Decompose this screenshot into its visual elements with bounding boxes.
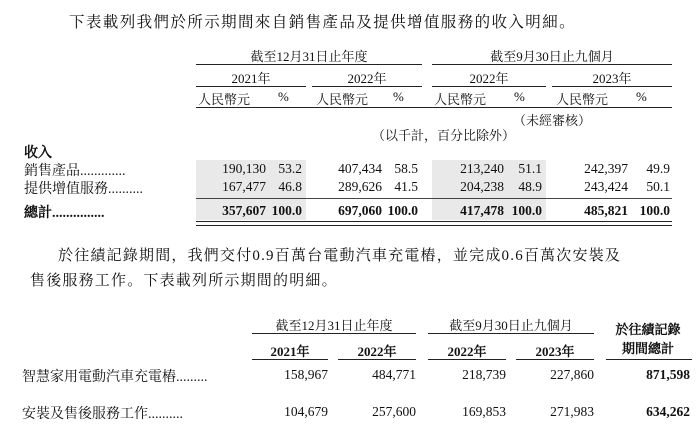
table1-cell: 242,397	[584, 161, 628, 176]
table1-row-label: 提供增值服務..........	[24, 182, 143, 197]
table2-total-cell: 871,598	[646, 367, 690, 382]
table2-group-fy-rule	[252, 333, 416, 334]
table1-unit-rmb: 人民幣元	[316, 92, 369, 107]
table1-cell: 167,477	[222, 179, 266, 194]
table1-cell: 41.5	[394, 179, 418, 194]
table1-unit-rmb: 人民幣元	[556, 92, 609, 107]
table1-total-label: 總計...............	[24, 206, 105, 221]
table2-year-rule	[516, 359, 594, 360]
table2-cell: 104,679	[284, 404, 328, 419]
table1-cell: 190,130	[222, 161, 266, 176]
table1-cell: 289,626	[338, 179, 382, 194]
table2-year-2023-9m: 2023年	[535, 344, 575, 359]
table2-group-fy: 截至12月31日止年度	[275, 318, 393, 333]
paragraph-line-1: 於往績記錄期間，我們交付0.9百萬台電動汽車充電樁，並完成0.6百萬次安裝及	[58, 248, 622, 264]
table2-total-header-1: 於往績記錄	[615, 322, 681, 337]
table1-unit-rmb: 人民幣元	[198, 92, 251, 107]
table2-year-rule	[428, 359, 506, 360]
table2-cell: 227,860	[550, 367, 594, 382]
table1-cell: 50.1	[646, 179, 670, 194]
table1-total-double-rule	[196, 221, 672, 226]
table2-cell: 271,983	[550, 404, 594, 419]
table1-year-rule	[312, 86, 422, 87]
table2-year-2022: 2022年	[357, 344, 397, 359]
table1-subtotal-rule	[196, 198, 672, 199]
table2-cell: 218,739	[462, 367, 506, 382]
table2-year-2022-9m: 2022年	[447, 344, 487, 359]
table2-year-rule	[252, 359, 328, 360]
table1-total-cell: 485,821	[584, 203, 628, 218]
table2-total-cell: 634,262	[646, 404, 690, 419]
table1-total-cell: 100.0	[511, 203, 542, 218]
table2-group-9m-rule	[428, 333, 594, 334]
table1-group-fy: 截至12月31日止年度	[250, 49, 368, 64]
table1-total-cell: 697,060	[338, 203, 382, 218]
table1-cell: 51.1	[518, 161, 542, 176]
paragraph-line-2: 售後服務工作。下表載列所示期間的明細。	[30, 273, 338, 289]
table1-cell: 213,240	[460, 161, 504, 176]
table1-year-rule	[552, 86, 672, 87]
table1-cell: 407,434	[338, 161, 382, 176]
table2-cell: 169,853	[462, 404, 506, 419]
table1-unit-pct: %	[514, 89, 525, 104]
table2-total-header-2: 期間總計	[621, 341, 674, 356]
table1-group-9m-rule	[432, 64, 672, 65]
table1-cell: 53.2	[278, 161, 302, 176]
table1-year-2023-9m: 2023年	[592, 71, 632, 86]
table1-cell: 46.8	[278, 179, 302, 194]
table1-group-fy-rule	[196, 64, 422, 65]
table1-unaudited: （未經審核）	[513, 113, 592, 128]
table1-cell: 48.9	[518, 179, 542, 194]
table1-total-cell: 100.0	[639, 203, 670, 218]
table1-note: （以千計，百分比除外）	[372, 128, 516, 143]
table1-unit-pct: %	[278, 89, 289, 104]
table1-year-rule	[196, 86, 306, 87]
table2-cell: 158,967	[284, 367, 328, 382]
table2-cell: 484,771	[372, 367, 416, 382]
table1-year-rule	[432, 86, 546, 87]
table2-row-label: 安裝及售後服務工作..........	[22, 407, 183, 422]
table1-row-label: 銷售產品.............	[24, 164, 126, 179]
table1-unit-pct: %	[636, 89, 647, 104]
table1-header-bottom-rule	[196, 107, 672, 108]
table1-total-cell: 357,607	[222, 203, 266, 218]
table1-cell: 243,424	[584, 179, 628, 194]
table1-group-9m: 截至9月30日止九個月	[490, 49, 614, 64]
table1-unit-rmb: 人民幣元	[434, 92, 487, 107]
table1-cell: 204,238	[460, 179, 504, 194]
table2-row-label: 智慧家用電動汽車充電樁.........	[22, 370, 208, 385]
table1-intro: 下表載列我們於所示期間來自銷售產品及提供增值服務的收入明細。	[69, 14, 577, 31]
table1-year-2022: 2022年	[347, 71, 387, 86]
table1-total-cell: 100.0	[387, 203, 418, 218]
table2-group-9m: 截至9月30日止九個月	[449, 318, 573, 333]
table2-year-2021: 2021年	[270, 344, 310, 359]
table2-cell: 257,600	[372, 404, 416, 419]
table1-cell: 58.5	[394, 161, 418, 176]
table1-year-2021: 2021年	[231, 71, 271, 86]
table1-total-cell: 417,478	[460, 203, 504, 218]
table1-unit-pct: %	[393, 89, 404, 104]
table1-cell: 49.9	[646, 161, 670, 176]
table1-section-title: 收入	[24, 146, 52, 161]
table2-total-rule	[606, 359, 692, 360]
table1-total-cell: 100.0	[271, 203, 302, 218]
table2-year-rule	[338, 359, 416, 360]
table1-year-2022-9m: 2022年	[469, 71, 509, 86]
